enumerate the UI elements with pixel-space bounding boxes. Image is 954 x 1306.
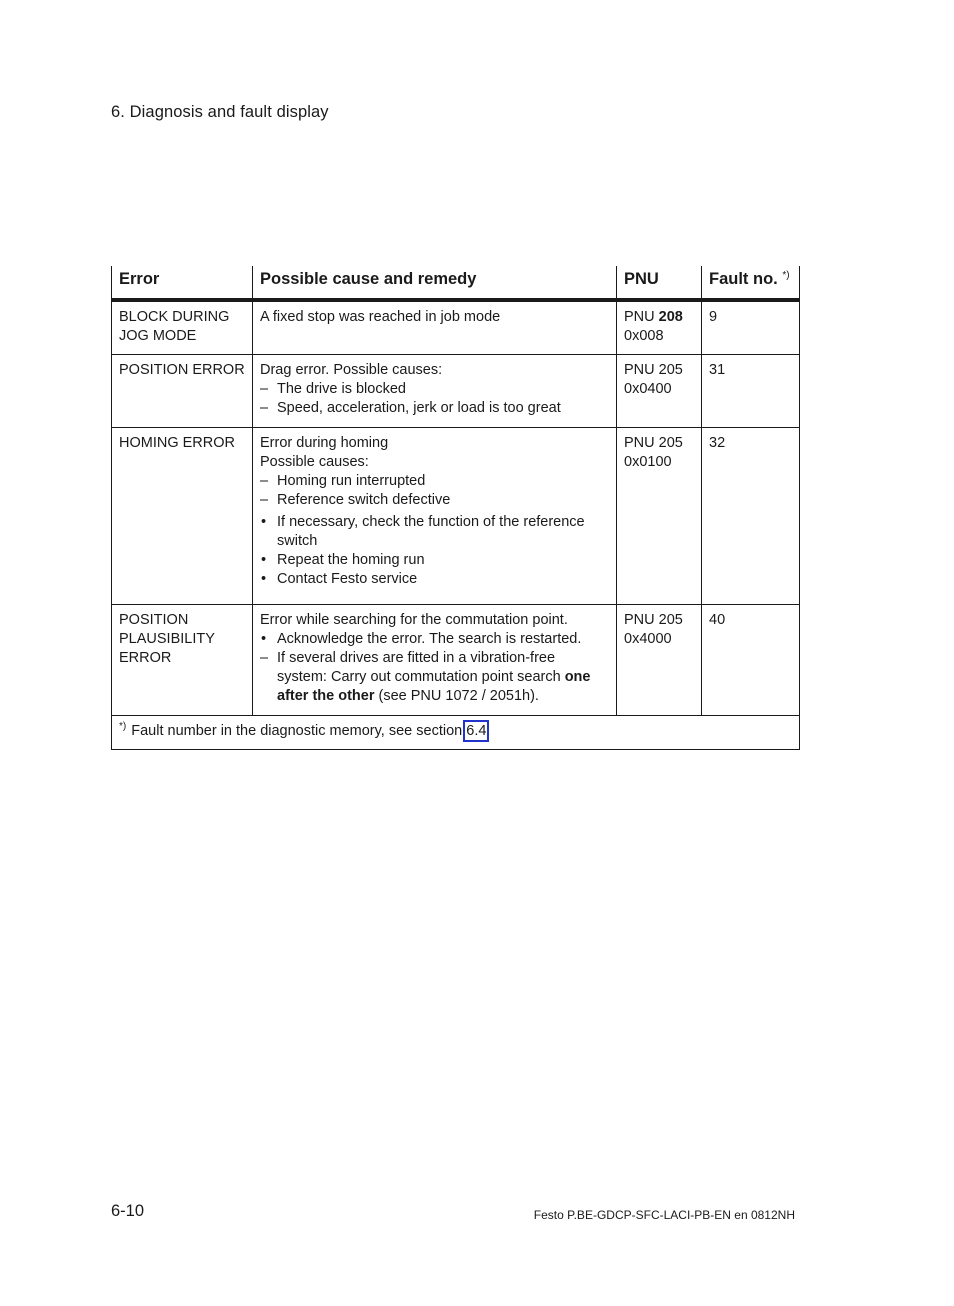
pnu-code: 0x4000 xyxy=(624,631,672,647)
fault-no-cell: 31 xyxy=(702,355,800,428)
error-name: POSITION ERROR xyxy=(119,362,245,378)
header-fault-no xyxy=(702,266,800,300)
fault-no-cell: 40 xyxy=(702,605,800,716)
footnote-row xyxy=(112,716,800,750)
bullet-item: • Contact Festo service xyxy=(260,570,609,589)
bullet-item: • If necessary, check the function of the reference switch xyxy=(260,513,609,551)
cause-cell xyxy=(253,605,617,716)
fault-no-cell: 32 xyxy=(702,428,800,605)
pnu-code: 0x0400 xyxy=(624,381,672,397)
error-name: BLOCK DURING xyxy=(119,309,230,325)
table-row xyxy=(112,355,800,428)
error-cell xyxy=(112,355,253,428)
dash-emphasis: one after the other xyxy=(277,669,591,704)
dash-text: If several drives are fitted in a vibration-free system: Carry out commutation point search xyxy=(277,650,561,685)
table-row xyxy=(112,300,800,355)
error-name: HOMING ERROR xyxy=(119,435,235,451)
pnu-prefix: PNU xyxy=(624,309,659,325)
table-row xyxy=(112,428,800,605)
document-id: Festo P.BE-GDCP-SFC-LACI-PB-EN en 0812NH xyxy=(533,1208,795,1222)
cause-cell xyxy=(253,355,617,428)
dash-item: – Homing run interrupted xyxy=(260,472,609,491)
fault-table xyxy=(111,266,800,750)
bullet-item: • Repeat the homing run xyxy=(260,551,609,570)
error-cell xyxy=(112,605,253,716)
cause-cell xyxy=(253,300,617,355)
dash-tail: (see PNU 1072 / 2051h). xyxy=(374,688,539,704)
footnote xyxy=(112,716,800,750)
pnu-prefix: PNU xyxy=(624,362,659,378)
pnu-prefix: PNU xyxy=(624,435,659,451)
table-header-row xyxy=(112,266,800,300)
dash-item: – Reference switch defective xyxy=(260,491,609,510)
pnu-number: 205 xyxy=(658,612,683,628)
cause-text: Error during homing xyxy=(260,435,389,451)
pnu-number: 205 xyxy=(658,362,683,378)
dash-item xyxy=(260,649,609,706)
error-name: ERROR xyxy=(119,650,172,666)
header-error: Error xyxy=(112,266,253,300)
cause-text: Drag error. Possible causes: xyxy=(260,362,443,378)
section-link[interactable]: 6.4 xyxy=(466,723,487,739)
pnu-cell xyxy=(617,605,702,716)
header-pnu: PNU xyxy=(617,266,702,300)
page-number: 6-10 xyxy=(111,1202,145,1220)
dash-item: – The drive is blocked xyxy=(260,380,609,399)
error-name: PLAUSIBILITY xyxy=(119,631,215,647)
error-name: POSITION xyxy=(119,612,189,628)
header-fault-no-label: Fault no. xyxy=(709,270,778,288)
pnu-cell xyxy=(617,355,702,428)
table-row xyxy=(112,605,800,716)
pnu-number: 205 xyxy=(658,435,683,451)
bullet-item: • Acknowledge the error. The search is restarted. xyxy=(260,630,609,649)
cause-cell xyxy=(253,428,617,605)
error-cell xyxy=(112,300,253,355)
cause-text: A fixed stop was reached in job mode xyxy=(260,309,501,325)
pnu-code: 0x008 xyxy=(624,328,664,344)
error-name: JOG MODE xyxy=(119,328,197,344)
cause-text: Error while searching for the commutation point. xyxy=(260,612,568,628)
footnote-marker: *) xyxy=(782,270,790,281)
dash-item: – Speed, acceleration, jerk or load is too great xyxy=(260,399,609,418)
cause-text: Possible causes: xyxy=(260,454,369,470)
footnote-text: Fault number in the diagnostic memory, see section xyxy=(131,723,467,739)
header-cause: Possible cause and remedy xyxy=(253,266,617,300)
pnu-cell xyxy=(617,428,702,605)
pnu-code: 0x0100 xyxy=(624,454,672,470)
pnu-number: 208 xyxy=(658,309,683,325)
fault-no-cell: 9 xyxy=(702,300,800,355)
chapter-heading: 6. Diagnosis and fault display xyxy=(111,103,329,121)
error-cell xyxy=(112,428,253,605)
pnu-cell xyxy=(617,300,702,355)
pnu-prefix: PNU xyxy=(624,612,659,628)
footnote-end: . xyxy=(486,723,491,739)
footnote-mark: *) xyxy=(119,721,127,732)
